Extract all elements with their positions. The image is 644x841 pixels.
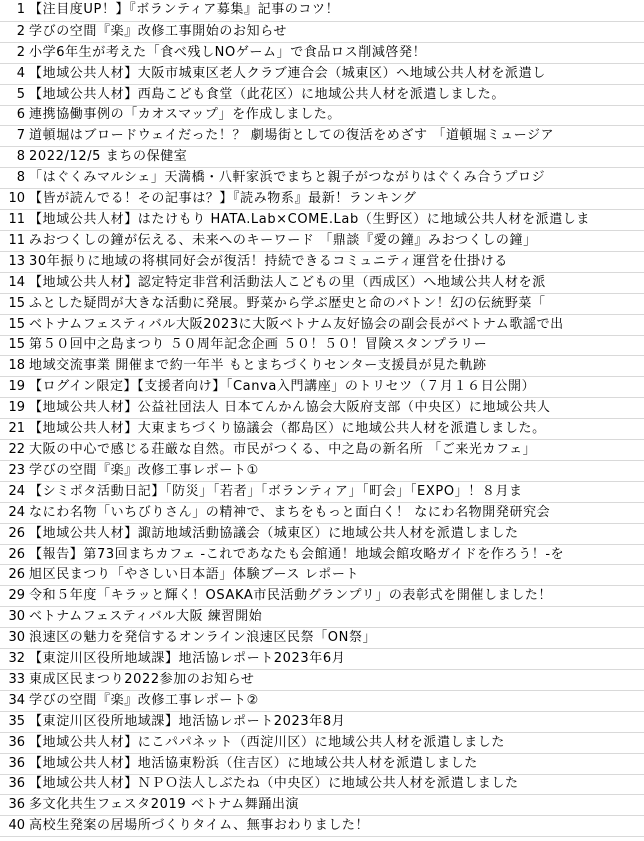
title-cell[interactable]: 学びの空間『楽』改修工事開始のお知らせ [29, 23, 288, 39]
title-cell[interactable]: 30年振りに地域の将棋同好会が復活！持続できるコミュニティ運営を仕掛ける [29, 253, 508, 269]
title-cell[interactable]: 大阪の中心で感じる荘厳な自然。市民がつくる、中之島の新名所 「ご来光カフェ」 [29, 441, 537, 457]
rank-cell[interactable]: 32 [8, 651, 25, 667]
rank-cell[interactable]: 30 [8, 609, 25, 625]
title-cell[interactable]: 【地域公共人材】地活協東粉浜（住吉区）に地域公共人材を派遣しました [29, 755, 478, 771]
rank-cell[interactable]: 35 [8, 713, 25, 729]
rank-cell[interactable]: 22 [8, 441, 25, 457]
table-row[interactable] [0, 273, 644, 294]
rank-cell[interactable]: 7 [16, 128, 25, 144]
table-row[interactable] [0, 565, 644, 586]
rank-cell[interactable]: 26 [8, 525, 25, 541]
rank-cell[interactable]: 30 [8, 630, 25, 646]
rank-cell[interactable]: 2 [16, 44, 25, 60]
table-row[interactable] [0, 168, 644, 189]
title-cell[interactable]: 【地域公共人材】にこパパネット（西淀川区）に地域公共人材を派遣しました [29, 734, 506, 750]
table-row[interactable] [0, 795, 644, 816]
title-cell[interactable]: 連携協働事例の「カオスマップ」を作成しました。 [29, 107, 341, 123]
table-row[interactable] [0, 775, 644, 796]
rank-cell[interactable]: 8 [16, 149, 25, 165]
table-row[interactable] [0, 691, 644, 712]
rank-cell[interactable]: 36 [8, 734, 25, 750]
table-row[interactable] [0, 461, 644, 482]
title-cell[interactable]: 【地域公共人材】西島こども食堂（此花区）に地域公共人材を派遣しました。 [29, 86, 506, 102]
rank-cell[interactable]: 36 [8, 755, 25, 771]
title-cell[interactable]: みおつくしの鐘が伝える、未来へのキーワード 「鼎談『愛の鐘』みおつくしの鐘」 [29, 232, 537, 248]
table-row[interactable] [0, 419, 644, 440]
table-row[interactable] [0, 356, 644, 377]
table-row[interactable] [0, 377, 644, 398]
table-row[interactable] [0, 85, 644, 106]
rank-cell[interactable]: 24 [8, 504, 25, 520]
rank-cell[interactable]: 11 [8, 212, 25, 228]
rank-cell[interactable]: 5 [16, 86, 25, 102]
rank-cell[interactable]: 6 [16, 107, 25, 123]
rank-cell[interactable]: 11 [8, 232, 25, 248]
title-cell[interactable]: 学びの空間『楽』改修工事レポート① [29, 462, 259, 478]
table-row[interactable] [0, 733, 644, 754]
title-cell[interactable]: 【地域公共人材】大阪市城東区老人クラブ連合会（城東区）へ地域公共人材を派遣し [29, 65, 546, 81]
rank-cell[interactable]: 40 [8, 818, 25, 834]
table-row[interactable] [0, 670, 644, 691]
rank-cell[interactable]: 24 [8, 483, 25, 499]
table-row[interactable] [0, 210, 644, 231]
title-cell[interactable]: ふとした疑問が大きな活動に発展。野菜から学ぶ歴史と命のバトン！幻の伝統野菜「 [29, 295, 546, 311]
title-cell[interactable]: 小学6年生が考えた「食べ残しNOゲーム」で食品ロス削減啓発！ [29, 44, 427, 60]
table-row[interactable] [0, 43, 644, 64]
table-row[interactable] [0, 315, 644, 336]
title-cell[interactable]: 2022/12/5 まちの保健室 [29, 149, 188, 165]
table-row[interactable] [0, 628, 644, 649]
title-cell[interactable]: 第５０回中之島まつり ５０周年記念企画 ５０！５０！冒険スタンプラリー [29, 337, 488, 353]
title-cell[interactable]: 【東淀川区役所地域課】地活協レポート2023年6月 [29, 651, 346, 667]
title-cell[interactable]: 令和５年度「キラッと輝く！OSAKA市民活動グランプリ」の表彰式を開催しました！ [29, 588, 553, 604]
table-row[interactable] [0, 607, 644, 628]
title-cell[interactable]: ベトナムフェスティバル大阪2023に大阪ベトナム友好協会の副会長がベトナム歌謡で出 [29, 316, 564, 332]
rank-cell[interactable]: 26 [8, 567, 25, 583]
rank-cell[interactable]: 34 [8, 692, 25, 708]
table-row[interactable] [0, 524, 644, 545]
table-row[interactable] [0, 816, 644, 837]
table-row[interactable] [0, 482, 644, 503]
title-cell[interactable]: 学びの空間『楽』改修工事レポート② [29, 692, 259, 708]
title-cell[interactable]: 東成区民まつり2022参加のお知らせ [29, 671, 255, 687]
title-cell[interactable]: ベトナムフェスティバル大阪 練習開始 [29, 609, 263, 625]
rank-cell[interactable]: 2 [16, 23, 25, 39]
title-cell[interactable]: なにわ名物「いちびりさん」の精神で、まちをもっと面白く！ なにわ名物開発研究会 [29, 504, 551, 520]
title-cell[interactable]: 「はぐくみマルシェ」天満橋・八軒家浜でまちと親子がつながりはぐくみ合うプロジ [29, 170, 546, 186]
title-cell[interactable]: 【地域公共人材】大東まちづくり協議会（都島区）に地域公共人材を派遣しました。 [29, 421, 546, 437]
rank-cell[interactable]: 23 [8, 462, 25, 478]
title-cell[interactable]: 【地域公共人材】はたけもり HATA.Lab×COME.Lab（生野区）に地域公共人材を派遣しま [29, 212, 591, 228]
table-row[interactable] [0, 294, 644, 315]
table-row[interactable] [0, 440, 644, 461]
rank-cell[interactable]: 15 [8, 316, 25, 332]
rank-cell[interactable]: 21 [8, 421, 25, 437]
title-cell[interactable]: 【注目度UP！】『ボランティア募集』記事のコツ！ [29, 2, 340, 18]
rank-cell[interactable]: 36 [8, 797, 25, 813]
rank-cell[interactable]: 36 [8, 776, 25, 792]
table-row[interactable] [0, 22, 644, 43]
table-row[interactable] [0, 106, 644, 127]
title-cell[interactable]: 【地域公共人材】諏訪地域活動協議会（城東区）に地域公共人材を派遣しました [29, 525, 519, 541]
table-row[interactable] [0, 64, 644, 85]
rank-cell[interactable]: 1 [16, 2, 25, 18]
title-cell[interactable]: 旭区民まつり「やさしい日本語」体験ブース レポート [29, 567, 360, 583]
rank-cell[interactable]: 33 [8, 671, 25, 687]
rank-cell[interactable]: 4 [16, 65, 25, 81]
rank-cell[interactable]: 18 [8, 358, 25, 374]
rank-cell[interactable]: 19 [8, 400, 25, 416]
rank-cell[interactable]: 15 [8, 337, 25, 353]
rank-cell[interactable]: 29 [8, 588, 25, 604]
table-row[interactable] [0, 336, 644, 357]
rank-cell[interactable]: 8 [16, 170, 25, 186]
title-cell[interactable]: 【ログイン限定】【支援者向け】「Canva入門講座」のトリセツ（７月１６日公開） [29, 379, 536, 395]
title-cell[interactable]: 高校生発案の居場所づくりタイム、無事おわりました！ [29, 818, 370, 834]
title-cell[interactable]: 【地域公共人材】公益社団法人 日本てんかん協会大阪府支部（中央区）に地域公共人 [29, 400, 551, 416]
table-row[interactable] [0, 503, 644, 524]
table-row[interactable] [0, 189, 644, 210]
title-cell[interactable]: 【地域公共人材】ＮＰＯ法人しぶたね（中央区）に地域公共人材を派遣しました [29, 776, 519, 792]
rank-cell[interactable]: 14 [8, 274, 25, 290]
table-row[interactable] [0, 126, 644, 147]
title-cell[interactable]: 【東淀川区役所地域課】地活協レポート2023年8月 [29, 713, 346, 729]
title-cell[interactable]: 多文化共生フェスタ2019 ベトナム舞踊出演 [29, 797, 300, 813]
table-row[interactable] [0, 754, 644, 775]
title-cell[interactable]: 【地域公共人材】認定特定非営利活動法人こどもの里（西成区）へ地域公共人材を派 [29, 274, 546, 290]
rank-cell[interactable]: 13 [8, 253, 25, 269]
title-cell[interactable]: 【皆が読んでる！その記事は？】『読み物系』最新！ランキング [29, 191, 417, 207]
title-cell[interactable]: 道頓堀はブロードウェイだった！？ 劇場街としての復活をめざす 「道頓堀ミュージア [29, 128, 555, 144]
table-row[interactable] [0, 231, 644, 252]
table-row[interactable] [0, 545, 644, 566]
table-row[interactable] [0, 0, 644, 22]
rank-cell[interactable]: 26 [8, 546, 25, 562]
table-row[interactable] [0, 147, 644, 168]
rank-cell[interactable]: 15 [8, 295, 25, 311]
table-row[interactable] [0, 712, 644, 733]
rank-cell[interactable]: 10 [8, 191, 25, 207]
title-cell[interactable]: 【報告】第73回まちカフェ -これであなたも会館通！地域会館攻略ガイドを作ろう！-を [29, 546, 565, 562]
rank-cell[interactable]: 19 [8, 379, 25, 395]
table-row[interactable] [0, 649, 644, 670]
table-row[interactable] [0, 586, 644, 607]
table-row[interactable] [0, 398, 644, 419]
table-row[interactable] [0, 252, 644, 273]
title-cell[interactable]: 【シミポタ活動日記】「防災」「若者」「ボランティア」「町会」「EXPO」！８月ま [29, 483, 523, 499]
title-cell[interactable]: 地域交流事業 開催まで約一年半 もとまちづくりセンター支援員が見た軌跡 [29, 358, 487, 374]
title-cell[interactable]: 浪速区の魅力を発信するオンライン浪速区民祭「ON祭」 [29, 630, 377, 646]
